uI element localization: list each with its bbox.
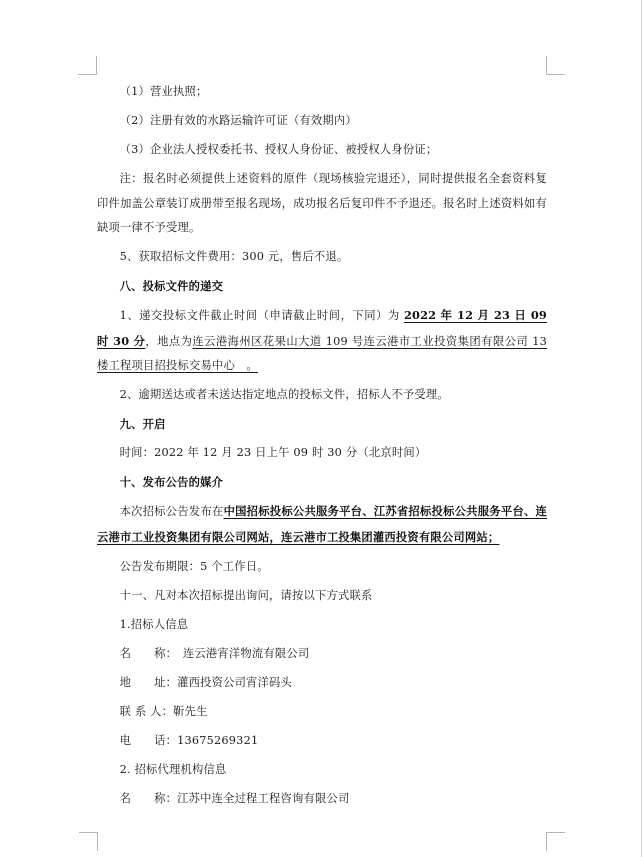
section-heading-9-opening: 九、开启 [119,417,166,431]
paragraph-announcement-platforms [97,499,547,550]
tenderer-address-line: 地 址：灌西投资公司宵洋码头 [119,675,293,689]
list-item-1-business-license: （1）营业执照； [119,85,208,98]
subheading-tenderer-info: 1.招标人信息 [119,617,189,631]
paragraph-announcement-period: 公告发布期限：5 个工作日。 [119,559,269,573]
submission-deadline-datetime: 2022 年 12 月 23 日 09 时 30 分 [97,308,547,348]
tenderer-name-line: 名 称： 连云港宵洋物流有限公司 [119,646,310,660]
margin-crop-mark-bottom-right [546,832,565,851]
margin-crop-mark-bottom-left [79,832,98,851]
list-item-2-water-transport-permit: （2）注册有效的水路运输许可证（有效期内） [119,114,357,127]
agency-name-line: 名 称：江苏中连全过程工程咨询有限公司 [119,791,350,805]
announcement-platforms-list: 中国招标投标公共服务平台、江苏省招标投标公共服务平台、连云港市工业投资集团有限公司网站，连云港市工投集团灌西投资有限公司网站； [97,504,547,544]
paragraph-submission-deadline [97,303,547,379]
margin-crop-mark-top-left [78,56,97,75]
paragraph-late-delivery-rejection: 2、逾期送达或者未送达指定地点的投标文件，招标人不予受理。 [119,388,449,401]
paragraph-opening-time: 时间：2022 年 12 月 23 日上午 09 时 30 分（北京时间） [119,446,427,459]
tenderer-contact-person-line: 联 系 人：靳先生 [119,704,208,718]
list-item-3-authorization-letter: （3）企业法人授权委托书、授权人身份证、被授权人身份证； [119,143,438,156]
section-heading-8-bid-submission: 八、投标文件的递交 [119,279,224,293]
section-heading-11-inquiry-contact: 十一、凡对本次招标提出询问，请按以下方式联系 [119,588,373,602]
section-heading-10-announcement-media: 十、发布公告的媒介 [119,475,224,489]
window-right-edge-line [641,0,642,857]
submission-location-lead-text: ，地点为 [145,334,193,348]
submission-location-address: 连云港海州区花果山大道 109 号连云港市工业投资集团有限公司 13 楼工程项目招投标交易中心 。 [97,334,548,372]
item-5-tender-document-fee: 5、获取招标文件费用：300 元，售后不退。 [119,250,349,263]
margin-crop-mark-top-right [546,56,565,75]
tenderer-phone-line: 电 话：13675269321 [119,733,259,747]
submission-deadline-lead-text: 1、递交投标文件截止时间（申请截止时间，下同）为 [119,309,404,322]
document-body-text [97,80,547,816]
note-paragraph-registration-materials: 注：报名时必须提供上述资料的原件（现场核验完退还），同时提供报名全套资料复印件加盖公章装订成册带至报名现场，成功报名后复印件不予退还。报名时上述资料如有缺项一律不予受理。 [97,172,547,234]
announcement-platforms-lead-text: 本次招标公告发布在 [119,505,224,518]
subheading-agency-info: 2. 招标代理机构信息 [119,762,227,776]
